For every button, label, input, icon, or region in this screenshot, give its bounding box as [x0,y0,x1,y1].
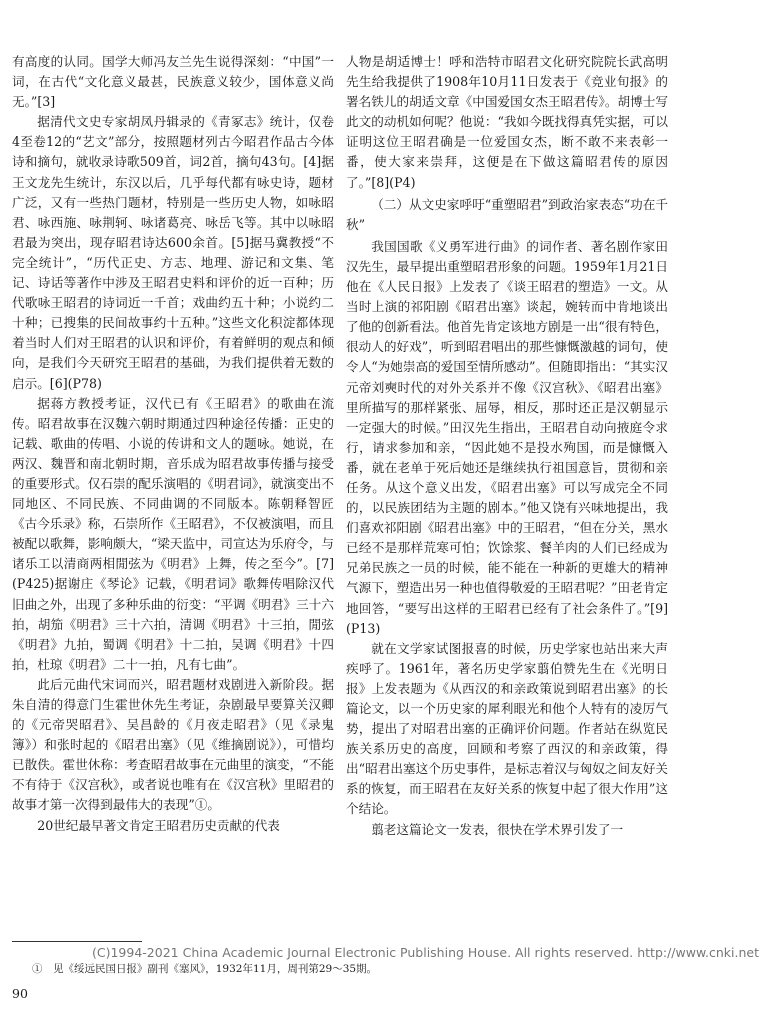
left-column [12,52,334,836]
paragraph: 我国国歌《义勇军进行曲》的词作者、著名剧作家田汉先生，最早提出重塑昭君形象的问题。1959年1月21日他在《人民日报》上发表了《谈王昭君的塑造》一文。从当时上演的祁阳剧《昭君出塞》谈起，婉转而中肯地谈出了他的创新看法。他首先肯定该地方剧是一出“很有特色，很动人的好戏”，听到昭君唱出的那些慷慨激越的词句，使令人“为她崇高的爱国至情所感动”。但随即指出：“其实汉元帝刘奭时代的对外关系并不像《汉宫秋》、《昭君出塞》里所描写的那样紧张、屈辱，相反，那时还正是汉朝显示一定强大的时候。”田汉先生指出，王昭君自动向掖庭令求行，请求参加和亲，“因此她不是投水殉国，而是慷慨入番，就在老单于死后她还是继续执行祖国意旨，贯彻和亲任务。从这个意义出发，《昭君出塞》可以写成完全不同的，以民族团结为主题的剧本。”他又饶有兴味地提出，我们喜欢祁阳剧《昭君出塞》中的王昭君，“但在分关，黑水已经不是那样荒寒可怕；饮馀浆、餐羊肉的人们已经成为兄弟民族之一员的时候，能不能在一种新的更雄大的精神气源下，塑造出另一种也值得敬爱的王昭君呢？”田老肯定地回答，“要写出这样的王昭君已经有了社会条件了。”[9](P13) [346,238,668,636]
paragraph: 翦老这篇论文一发表，很快在学术界引发了一 [371,821,624,837]
page-number: 90 [12,986,28,1001]
footnote-rule [12,941,142,942]
footnote: ① 见《绥远民国日报》副刊《塞风》，1932年11月，周刊第29～35期。 [32,963,378,975]
right-column [346,52,668,840]
paragraph: 有高度的认同。国学大师冯友兰先生说得深刻：“中国”一词，在古代“文化意义最甚，民族意义较少，国体意义尚无。”[3] [12,54,334,110]
paragraph: 据蒋方教授考证，汉代已有《王昭君》的歌曲在流传。昭君故事在汉魏六朝时期通过四种途径传播：正史的记载、歌曲的传唱、小说的传讲和文人的题咏。她说，在两汉、魏晋和南北朝时期，音乐成为昭君故事传播与接受的重要形式。仅石崇的配乐演唱的《明君词》，就演变出不同地区、不同民族、不同曲调的不同版本。陈朝释智匠《古今乐录》称，石崇所作《王昭君》，不仅被演唱，而且被配以歌舞，影响颇大，“梁天监中，司宣达为乐府令，与诸乐工以清商两相閒弦为《明君》上舞，传之至今”。[7](P425)据谢庄《琴论》记载，《明君词》歌舞传唱除汉代旧曲之外，出现了多种乐曲的衍变：“平调《明君》三十六拍，胡笳《明君》三十六拍，清调《明君》十三拍，閒弦《明君》九拍，蜀调《明君》十二拍，吴调《明君》十四拍，杜琼《明君》二十一拍，凡有七曲”。 [12,395,334,672]
section-heading: （二）从文史家呼吁“重塑昭君”到政治家表态“功在千秋” [346,196,668,232]
paragraph: 就在文学家试图报喜的时候，历史学家也站出来大声疾呼了。1961年，著名历史学家翦伯赞先生在《光明日报》上发表题为《从西汉的和亲政策说到昭君出塞》的长篇论文，以一个历史家的犀利眼光和他个人特有的凌厉气势，提出了对昭君出塞的正确评价问题。作者站在纵览民族关系历史的高度，回顾和考察了西汉的和亲政策，得出“昭君出塞这个历史事件，是标志着汉与匈奴之间友好关系的恢复，而王昭君在友好关系的恢复中起了很大作用”这个结论。 [346,640,668,817]
paragraph: 20世纪最早著文肯定王昭君历史贡献的代表 [37,817,280,833]
paragraph: 人物是胡适博士！呼和浩特市昭君文化研究院院长武高明先生给我提供了1908年10月11日发表于《竞业旬报》的署名铁儿的胡适文章《中国爱国女杰王昭君传》。胡博士写此文的动机如何呢？他说：“我如今既找得真凭实据，可以证明这位王昭君确是一位爱国女杰，断不敢不来表彰一番，使大家来崇拜，这便是在下做这篇昭君传的原因了。”[8](P4) [346,54,668,190]
paragraph: 据清代文史专家胡凤丹辑录的《青冢志》统计，仅卷4至卷12的“艺文”部分，按照题材列古今昭君作品古今体诗和摘句，就收录诗歌509首，词2首，摘句43句。[4]据王文龙先生统计，东汉以后，几乎每代都有咏史诗，题材广泛，又有一些热门题材，特别是一些历史人物，如咏昭君、咏西施、咏荆轲、咏诸葛亮、咏岳飞等。其中以咏昭君最为突出，现存昭君诗达600余首。[5]据马冀教授“不完全统计”，“历代正史、方志、地理、游记和文集、笔记、诗话等著作中涉及王昭君史料和评价的近一百种；历代歌咏王昭君的诗词近一千首；戏曲约五十种；小说约二十种；已搜集的民间故事约十五种。”这些文化积淀都体现着当时人们对王昭君的认识和评价，有着鲜明的观点和倾向，是我们今天研究王昭君的基础，为我们提供着无数的启示。[6](P78) [12,114,334,391]
paragraph: 此后元曲代宋词而兴，昭君题材戏剧进入新阶段。据朱自清的得意门生霍世休先生考证，杂剧最早要算关汉卿的《元帝哭昭君》、吴昌龄的《月夜走昭君》（见《录鬼簿》）和张时起的《昭君出塞》（见《维摘剧说》），可惜均已散佚。霍世休称：考查昭君故事在元曲里的演变，“不能不有待于《汉宫秋》，或者说也唯有在《汉宫秋》里昭君的故事才第一次得到最伟大的表现”①。 [12,676,334,813]
copyright-watermark: (C)1994-2021 China Academic Journal Electronic Publishing House. All rights reserved. http://www.cnki.net [92,945,759,960]
